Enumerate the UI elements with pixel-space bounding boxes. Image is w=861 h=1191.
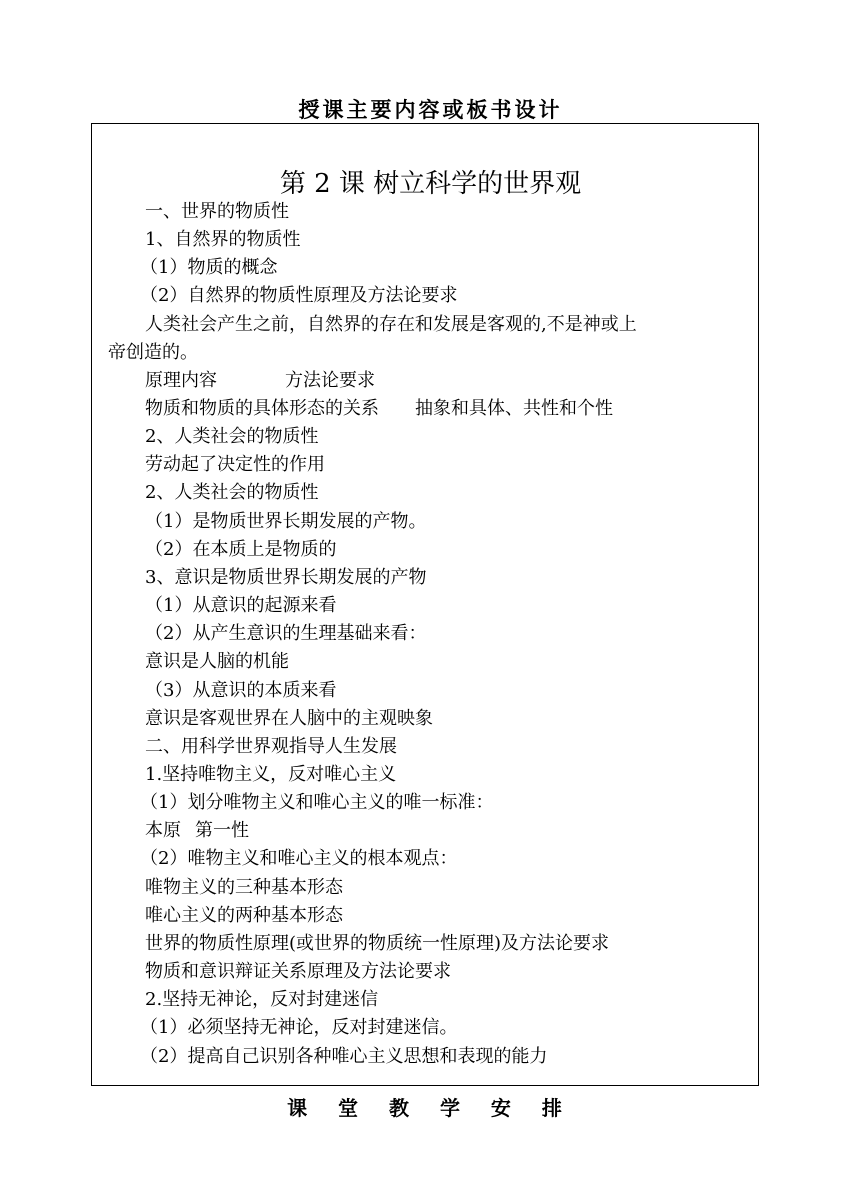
outline-line: （2）唯物主义和唯心主义的根本观点： [140,848,458,869]
principle-label: 原理内容 [145,370,217,391]
outline-line: （1）划分唯物主义和唯心主义的唯一标准： [140,792,494,813]
outline-line: 1、自然界的物质性 [145,229,301,250]
outline-line: （1）是物质世界长期发展的产物。 [145,511,427,532]
outline-line: （2）在本质上是物质的 [145,539,337,560]
outline-line [145,819,249,843]
outline-line: 1.坚持唯物主义，反对唯心主义 [145,764,397,785]
outline-line: 2、人类社会的物质性 [145,482,319,503]
outline-line: 3、意识是物质世界长期发展的产物 [145,567,427,588]
outline-line: 意识是人脑的机能 [145,651,289,672]
outline-line: 二、用科学世界观指导人生发展 [145,736,397,757]
section-heading: 授课主要内容或板书设计 [298,98,563,122]
outline-line: 唯物主义的三种基本形态 [145,877,343,898]
outline-line: （2）自然界的物质性原理及方法论要求 [140,285,458,306]
outline-line: （2）提高自己识别各种唯心主义思想和表现的能力 [140,1046,548,1067]
outline-line: （1）物质的概念 [140,257,278,278]
primacy-term: 第一性 [195,820,249,841]
relation-text: 物质和物质的具体形态的关系 [145,398,379,419]
outline-line: 帝创造的。 [108,342,198,363]
outline-line: 意识是客观世界在人脑中的主观映象 [145,708,433,729]
origin-term: 本原 [145,820,181,841]
method-text: 抽象和具体、共性和个性 [415,398,613,419]
outline-line [145,369,375,393]
outline-line: 2、人类社会的物质性 [145,426,319,447]
outline-line: 唯心主义的两种基本形态 [145,905,343,926]
outline-line: 世界的物质性原理(或世界的物质统一性原理)及方法论要求 [145,933,610,954]
outline-line: （1）必须坚持无神论，反对封建迷信。 [140,1017,458,1038]
outline-line [145,397,613,421]
lesson-title: 第 2 课 树立科学的世界观 [279,169,582,199]
outline-line: 人类社会产生之前，自然界的存在和发展是客观的,不是神或上 [145,314,637,335]
outline-line: 劳动起了决定性的作用 [145,454,325,475]
outline-line: 物质和意识辩证关系原理及方法论要求 [145,961,451,982]
method-label: 方法论要求 [285,370,375,391]
outline-line: 一、世界的物质性 [145,201,289,222]
outline-line: （1）从意识的起源来看 [145,595,337,616]
outline-line: （3）从意识的本质来看 [145,680,337,701]
outline-line: 2.坚持无神论，反对封建迷信 [145,989,379,1010]
outline-line: （2）从产生意识的生理基础来看： [145,623,427,644]
section-heading-bottom: 课 堂 教 学 安 排 [287,1096,574,1120]
